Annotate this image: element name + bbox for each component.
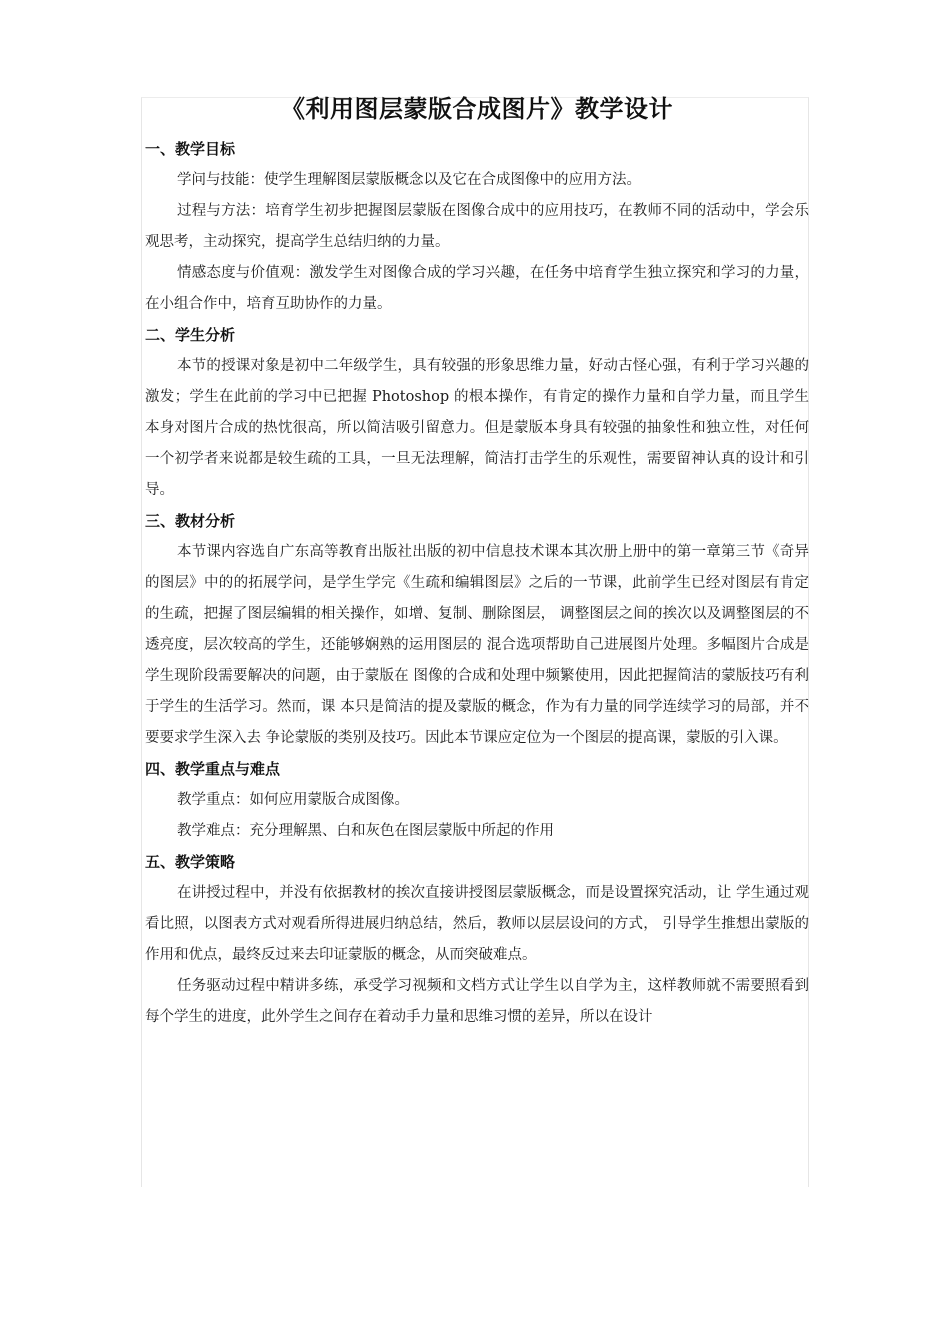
paragraph: 学问与技能：使学生理解图层蒙版概念以及它在合成图像中的应用方法。	[177, 172, 641, 188]
document-title: 《利用图层蒙版合成图片》教学设计	[281, 95, 673, 123]
section-teaching-goals	[145, 134, 809, 320]
section-material-analysis	[145, 506, 809, 754]
paragraph: 过程与方法：培育学生初步把握图层蒙版在图像合成中的应用技巧，在教师不同的活动中，学会乐观思考，主动探究，提高学生总结归纳的力量。	[145, 203, 809, 250]
section-heading: 三、教材分析	[145, 512, 236, 530]
document-body	[145, 92, 809, 1033]
paragraph: 教学重点：如何应用蒙版合成图像。	[177, 792, 409, 808]
section-heading: 五、教学策略	[145, 853, 236, 871]
paragraph: 在讲授过程中，并没有依据教材的挨次直接讲授图层蒙版概念，而是设置探究活动，让 学生通过观看比照，以图表方式对观看所得进展归纳总结，然后，教师以层层设问的方式， 引导学生推想出蒙版的作用和优点，最终反过来去印证蒙版的概念，从而突破难点。	[145, 885, 809, 963]
paragraph: 本节的授课对象是初中二年级学生，具有较强的形象思维力量，好动古怪心强，有利于学习兴趣的激发；学生在此前的学习中已把握 Photoshop 的根本操作，有肯定的操作力量和自学力量，而且学生本身对图片合成的热忱很高，所以简洁吸引留意力。但是蒙版本身具有较强的抽象性和独立性，对任何一个初学者来说都是较生疏的工具，一旦无法理解，简洁打击学生的乐观性，需要留神认真的设计和引导。	[145, 358, 809, 498]
section-heading: 一、教学目标	[145, 140, 236, 158]
section-teaching-strategy	[145, 847, 809, 1033]
section-heading: 二、学生分析	[145, 326, 236, 344]
section-student-analysis	[145, 320, 809, 506]
paragraph: 任务驱动过程中精讲多练，承受学习视频和文档方式让学生以自学为主，这样教师就不需要照看到每个学生的进度，此外学生之间存在着动手力量和思维习惯的差异，所以在设计	[145, 978, 809, 1025]
paragraph: 教学难点：充分理解黑、白和灰色在图层蒙版中所起的作用	[177, 823, 554, 839]
section-key-points	[145, 754, 809, 847]
section-heading: 四、教学重点与难点	[145, 760, 281, 778]
paragraph: 情感态度与价值观：激发学生对图像合成的学习兴趣，在任务中培育学生独立探究和学习的力量，在小组合作中，培育互助协作的力量。	[145, 265, 809, 312]
paragraph: 本节课内容选自广东高等教育出版社出版的初中信息技术课本其次册上册中的第一章第三节《奇异的图层》中的的拓展学问，是学生学完《生疏和编辑图层》之后的一节课，此前学生已经对图层有肯定的生疏，把握了图层编辑的相关操作，如增、复制、删除图层， 调整图层之间的挨次以及调整图层的不透亮度，层次较高的学生，还能够娴熟的运用图层的 混合选项帮助自己进展图片处理。多幅图片合成是学生现阶段需要解决的问题，由于蒙版在 图像的合成和处理中频繁使用，因此把握简洁的蒙版技巧有利于学生的生活学习。然而，课 本只是简洁的提及蒙版的概念，作为有力量的同学连续学习的局部，并不要要求学生深入去 争论蒙版的类别及技巧。因此本节课应定位为一个图层的提高课，蒙版的引入课。	[145, 544, 809, 746]
